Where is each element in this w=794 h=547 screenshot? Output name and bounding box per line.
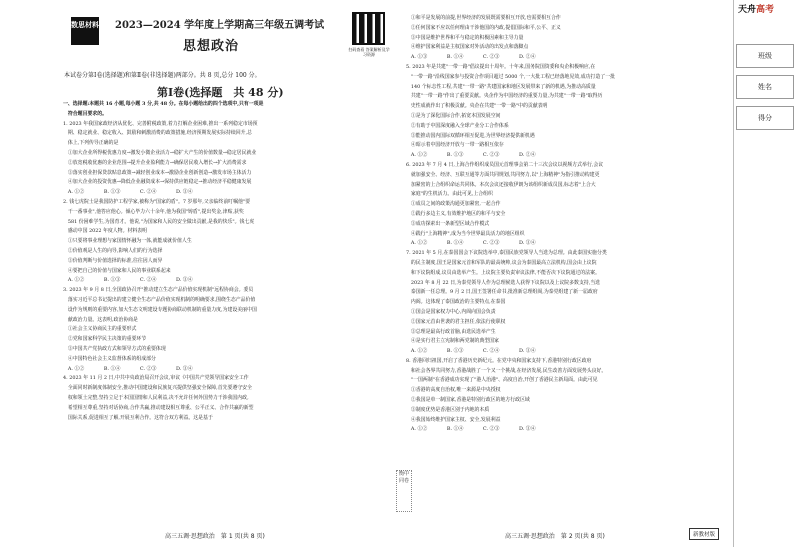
exam-subject: 思想政治 — [183, 39, 240, 54]
text-line: ③中国共产党执政方式和领导方式的重要体现 — [63, 345, 166, 352]
text-line: ④是实行君主立宪制和两党制的典型国家 — [406, 338, 499, 345]
text-line: 国际关系,促进相互了解,开展互利合作。这符合双方利益。这是基于 — [63, 414, 213, 421]
text-line: 和社会各界共同努力,香港战胜了一个又一个挑战,在经济发展,民生改善方面发展势头良好。 — [406, 367, 607, 374]
exam-intro: 本试卷分第Ⅰ卷(选择题)和第Ⅱ卷(非选择题)两部分。共 8 页,总分 100 分。 — [64, 72, 261, 79]
text-line: ②任何国家不应以任何理由干涉他国的内政,提倡国际和平,公平、正义 — [406, 24, 561, 31]
text-line: ①是为了深化国际合作,拓宽本国发展空间 — [406, 112, 501, 119]
text-line: A. ①② B. ①③ C. ②④ D. ③④ — [63, 189, 193, 196]
text-line: ③总理是最高行政首脑,由选民选举产生 — [406, 328, 496, 335]
text-line: ③价值判断与价值选择的标准,往往因人而异 — [63, 257, 163, 264]
logo-part-a: 天舟 — [738, 5, 757, 15]
text-line: 581 份困难学生,为国育才。他说,"为国家和人民的安全做出贡献,是我的快乐"。钱七虎 — [63, 218, 255, 225]
text-line: "一带一路"沿线国家参与投资合作项目超过 5000 个,一大批工程已经落地见效,成功打造了一批 — [406, 73, 616, 80]
text-line: 1. 2023 年我国家政经济从优化、完善附税政策,着力打解企业困难,推出一系列稳定市场预 — [63, 120, 258, 127]
text-line: 干一番事业",他答应他心。倾心毕力六十余年,他为我国"铸盾",提出奖金,津贴,获奖 — [63, 208, 244, 215]
text-line: ②价值观是人生的向导,影响人们的行为选择 — [63, 247, 163, 254]
text-line: 一、选择题:本题共 16 小题,每小题 3 分,共 48 分。在每小题给出的四个选项中,只有一项是 — [63, 101, 264, 107]
text-line: 全面同时新制度体制安全,推动中国建设和民族复兴提供坚强安全保障,首先要遵守安全 — [63, 385, 252, 392]
part-heading: 第Ⅰ卷(选择题 共 48 分) — [157, 86, 284, 99]
text-line: ②放宽税收优惠的企业范围→提升企业盈利能力→确保居民收入增长→扩大消费需求 — [63, 159, 247, 166]
text-line: 2. 钱七虎院士是我国防护工程学家,被称为"国家的盾"。7 岁那年,父亲临终前叮嘱他"要 — [63, 198, 251, 205]
text-line: ①社会主义协商民主的重要形式 — [63, 326, 137, 333]
text-line: 7. 2021 年 5 月,在泰国国会下议院选举中,泰国民族党领导人当选为总理。由此泰国实施分类 — [406, 250, 607, 257]
text-line: 就加强安全、经济、互联互通等方面共同规划,共同努力,以"上海精神"为指引推动构建更 — [406, 171, 600, 178]
text-line: A. ①② B. ①④ C. ②③ D. ③④ — [406, 426, 536, 433]
text-line: ④中国特色社会主义监督体系的组成部分 — [63, 355, 156, 362]
text-line: A. ①② B. ①③ C. ②④ D. ③④ — [406, 348, 536, 355]
text-line: 符合题目要求的。 — [63, 110, 108, 117]
text-line: A. ①② B. ①③ C. ②④ D. ③④ — [63, 277, 193, 284]
text-line: 的民主制度,国王是国家元首和军队的最高统帅,议会为泰国最高立法机构,国会由上议院 — [406, 259, 597, 266]
text-line: ②党和国家科学民主决策的重要环节 — [63, 336, 147, 343]
qr-label: 扫码查看 答案解析及学习资源 — [348, 47, 390, 57]
text-line: 3. 2023 年 9 月 8 日,全国政协召开"推动建立生态产品价值实现机制"远程协商会。委员 — [63, 287, 254, 294]
text-line: ④我国始终维护国家主权、安全,发展利益 — [406, 416, 501, 423]
text-line: ②我国是单一制国家,香港是特别行政区的地方行政区域 — [406, 397, 530, 404]
brand-badge: 数思材料 — [71, 17, 99, 45]
score-field[interactable]: 得分 — [736, 106, 794, 130]
text-line: 8. 香港回归祖国,开启了香港历史新纪元。在党中央和国家支持下,香港特别行政区政府 — [406, 357, 592, 364]
class-field[interactable]: 班级 — [736, 44, 794, 68]
text-line: A. ①② B. ①④ C. ②③ D. ③④ — [63, 365, 193, 372]
text-line: 泰国新一任总理。9 月 2 日,国王签署任命书,批准新总理组阁,为泰党组建了新一届政府 — [406, 289, 598, 296]
text-line: 落实习近平总书记提出的建立健全生态产品价值实现机制的明确要求,围绕生态产品价值 — [63, 296, 256, 303]
right-question-column — [406, 14, 732, 526]
text-line: ①国会是国家权力中心,内阁向国会负责 — [406, 308, 496, 315]
text-line: A. ①② B. ①④ C. ②③ D. ③④ — [406, 240, 536, 247]
footer-left: 高三五调·思想政治 第 1 页(共 8 页) — [165, 533, 265, 540]
text-line: A. ①③ B. ①④ C. ②③ D. ②④ — [406, 54, 536, 61]
text-line: 加紧密的上合组织命运共同体。本次会议还接收伊朗为该组织新成员国,标志着"上合大 — [406, 181, 596, 188]
text-line: ③能推动国内国际双循环相互促进,为世界经济提供新机遇 — [406, 132, 535, 139]
text-line: ②有助于中国深度融入全球产业分工合作体系 — [406, 122, 509, 129]
text-line: ②国家元首由世袭的君主担任,依法行使职权 — [406, 318, 506, 325]
text-line: ①香港的高度自治权,唯一来源是中央授权 — [406, 387, 501, 394]
text-line: 感动中国 2022 年度人物。材料表明 — [63, 228, 148, 235]
text-line: ③制度优势是香港区别于内地的本质 — [406, 406, 490, 413]
text-line: ①和平是发展的前提,世界经济的发展既需要相互开放,也需要相互合作 — [406, 15, 561, 21]
logo-part-b: 高考 — [756, 5, 775, 15]
text-line: ①只要将事业理想与家国情怀融为一体,就能成就价值人生 — [63, 238, 192, 245]
text-line: 6. 2023 年 7 月 4 日,上海合作组织成员国元首理事会第二十三次会议以视频方式举行,会议 — [406, 161, 604, 168]
left-question-column — [63, 100, 393, 525]
text-line: "一国两制"在香港成功实现了"港人治港"、高度自治,开创了香港民主新局面。由此可见 — [406, 377, 598, 384]
text-line: ④践行"上海精神",成为当今世界最具活力的地区组织 — [406, 230, 525, 237]
text-line: ③落实创业担保贷款贴息政策→减轻创业成本→激励企业创新创造→激发市场主体活力 — [63, 169, 252, 176]
text-line: 权和领土完整,坚持立足于本国国情和人民利益,决不允许任何外国势力干涉我国内政, — [63, 394, 249, 401]
text-line: 4. 2023 年 11 月 2 日,中共中央政治局召开会议,审议《中国共产党领导国家安全工作 — [63, 375, 249, 382]
page-right — [402, 0, 732, 547]
text-line: 设作为规则的重要内容,加大生态文明建设专题协商联动机制的重量力度,为建设美丽中国 — [63, 306, 257, 313]
qr-code-icon[interactable] — [352, 12, 385, 45]
text-line: 内阁。这体现了泰国政治的主要特点,在泰国 — [406, 299, 506, 306]
exam-title: 2023—2024 学年度上学期高三年级五调考试 — [115, 20, 325, 31]
text-line: ①成员之间的政策沟通更加紧密,一起合作 — [406, 201, 501, 208]
text-line: ④昭示着中国经济开放与一带一路相互依存 — [406, 142, 504, 149]
text-line: 140 个标志性工程,共建"一带一路"共建国家和地区发展带来了新的机遇,为推动高质量 — [406, 83, 596, 90]
footer-right: 高三五调·思想政治 第 2 页(共 8 页) — [505, 533, 605, 540]
text-line: ④维护国家利益是主权国家对外活动的出发点和落脚点 — [406, 44, 529, 51]
text-line: ④要把自己的价值与国家和人民的事业联系起来 — [63, 267, 171, 274]
text-line: 希望相互尊重,坚持对话协商,合作共赢,推动建设相互尊重、公平正义、合作共赢的新型 — [63, 404, 254, 411]
text-line: 2023 年 8 月 22 日,为泰党领导人作为总理候选人获得下议院以及上议院多数支持,当选 — [406, 279, 601, 286]
name-field[interactable]: 姓名 — [736, 75, 794, 99]
text-line: 献政治力量。这表明,政治协商是 — [63, 316, 138, 323]
text-line: ④加大企业的投资优惠→降低企业融资成本→保持供应链稳定→推动经济平稳健康发展 — [63, 179, 252, 186]
text-line: 共建"一带一路"作出了重要贡献。央企作为中国经济的重要力量,为共建"一带一路"取得历 — [406, 93, 603, 100]
text-line: 史性成就作出了积极贡献。央企在共建"一带一路"中的贡献表明 — [406, 103, 548, 110]
text-line: ③成功探索出一条新型区域合作模式 — [406, 220, 490, 227]
text-line: A. ①② B. ①③ C. ②③ D. ②④ — [406, 152, 536, 159]
edition-tag: 新教材版 — [689, 528, 719, 540]
text-line: 期、稳定就业、稳定收入、鼓励和刺激消费的政策措施,经济预期发展实际持续回升,总 — [63, 130, 252, 137]
publisher-logo — [738, 2, 774, 15]
text-line: 家庭"的生机活力。由此可见,上合组织 — [406, 191, 493, 198]
text-line: 和下议院组成,议员由选举产生。上议院主要负责审议法律,不能否决下议院通过的法案。 — [406, 269, 600, 276]
text-line: 5. 2023 年是共建"一带一路"倡议提出十周年。十年来,国务院国资委和央企积极响应,在 — [406, 63, 596, 70]
text-line: ③中国是维护世界和平与稳定的积极因素和主导力量 — [406, 34, 524, 41]
text-line: ①加大企业所得税优惠力度→激发小微企业活力→稳扩大产生的价值数量→稳定居民就业 — [63, 149, 257, 156]
seal-stamp: 衡中同卷 — [396, 470, 412, 512]
text-line: 体上,下列传导正确的是 — [63, 140, 119, 147]
text-line: ②践行多边主义,有效维护地区的和平与安全 — [406, 210, 506, 217]
